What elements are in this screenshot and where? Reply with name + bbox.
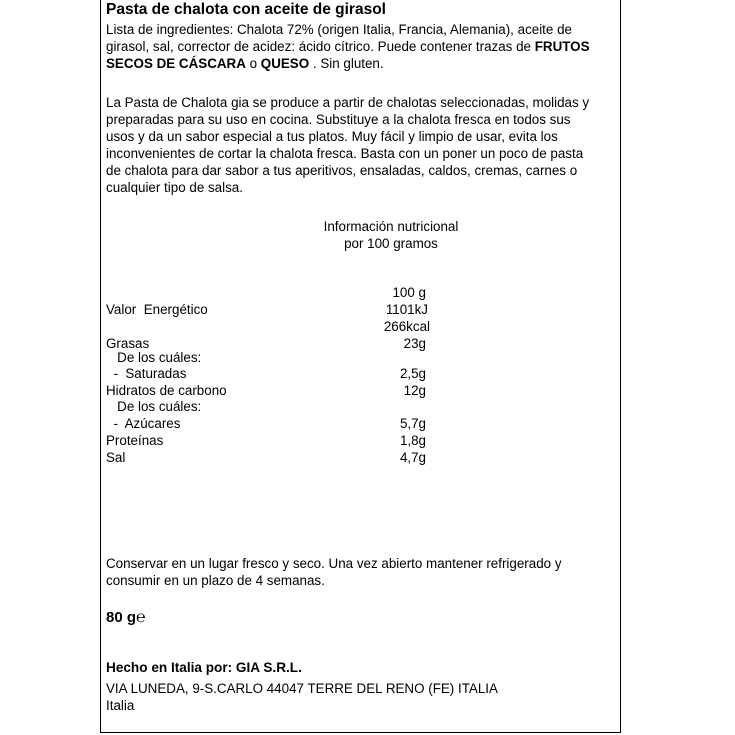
ingredients-text: . Sin gluten.	[309, 56, 384, 71]
nutrient-value: 1,8g	[399, 433, 426, 448]
nutrition-row	[106, 350, 426, 367]
nutrient-value: 5,7g	[399, 416, 426, 431]
nutrition-per-label: 100 g	[392, 285, 426, 300]
nutrient-name: Sal	[106, 450, 126, 465]
nutrient-value: 1101kJ	[385, 302, 428, 317]
nutrition-row	[106, 366, 426, 383]
nutrient-name: De los cuáles:	[106, 350, 202, 365]
net-weight-value: 80 g	[106, 609, 137, 626]
description-line: cualquier tipo de salsa.	[106, 180, 243, 195]
nutrition-row	[106, 383, 426, 400]
description-line: usos y da un sabor especial a tus platos. Muy fácil y limpio de usar, evita los	[106, 129, 558, 144]
nutrient-name: - Saturadas	[106, 366, 187, 381]
product-description	[106, 94, 616, 196]
estimated-sign-icon: ℮	[136, 609, 146, 626]
storage-line: consumir en un plazo de 4 semanas.	[106, 573, 325, 588]
nutrition-row	[106, 319, 430, 336]
storage-instructions	[106, 555, 616, 589]
nutrient-name: Grasas	[106, 336, 150, 351]
nutrient-name: Proteínas	[106, 433, 164, 448]
manufacturer-address: VIA LUNEDA, 9-S.CARLO 44047 TERRE DEL RENO (FE) ITALIA	[106, 681, 498, 696]
nutrient-name: Hidratos de carbono	[106, 383, 227, 398]
nutrient-name: De los cuáles:	[106, 399, 202, 414]
nutrition-row	[106, 433, 426, 450]
nutrient-value: 2,5g	[399, 366, 426, 381]
nutrition-per-row	[106, 285, 426, 302]
label-panel	[100, 0, 621, 733]
description-line: inconvenientes de cortar la chalota fresca. Basta con un poner un poco de pasta	[106, 146, 584, 161]
nutrition-row	[106, 416, 426, 433]
ingredients-line	[106, 38, 616, 55]
nutrient-value: 23g	[403, 336, 426, 351]
nutrition-subheading: por 100 gramos	[344, 236, 438, 251]
description-line: preparadas para su uso en cocina. Substituye a la chalota fresca en todos sus	[106, 112, 571, 127]
description-line: La Pasta de Chalota gia se produce a partir de chalotas seleccionadas, molidas y	[106, 95, 590, 110]
ingredients-line	[106, 55, 616, 72]
allergen-text: SECOS DE CÁSCARA	[106, 56, 246, 71]
description-line: de chalota para dar sabor a tus aperitivos, ensaladas, caldos, cremas, carnes o	[106, 163, 578, 178]
nutrition-row	[106, 302, 426, 319]
nutrient-name: Valor Energético	[106, 302, 208, 317]
nutrient-value: 266kcal	[383, 319, 430, 334]
nutrient-value: 4,7g	[399, 450, 426, 465]
ingredients-line: Lista de ingredientes: Chalota 72% (origen Italia, Francia, Alemania), aceite de	[106, 22, 572, 37]
nutrition-heading: Información nutricional	[323, 219, 459, 234]
nutrient-name: - Azúcares	[106, 416, 181, 431]
storage-line: Conservar en un lugar fresco y seco. Una vez abierto mantener refrigerado y	[106, 556, 562, 571]
ingredients-text: girasol, sal, corrector de acidez: ácido cítrico. Puede contener trazas de	[106, 39, 535, 54]
ingredients-list	[106, 21, 616, 72]
product-title: Pasta de chalota con aceite de girasol	[106, 1, 386, 18]
nutrient-value: 12g	[403, 383, 426, 398]
manufacturer-title: Hecho en Italia por: GIA S.R.L.	[106, 660, 302, 675]
allergen-text: FRUTOS	[534, 39, 590, 54]
nutrition-row	[106, 450, 426, 467]
net-weight	[106, 609, 146, 627]
nutrition-row	[106, 399, 426, 416]
ingredients-text: o	[245, 56, 261, 71]
allergen-text: QUESO	[260, 56, 310, 71]
manufacturer-country: Italia	[106, 698, 135, 713]
